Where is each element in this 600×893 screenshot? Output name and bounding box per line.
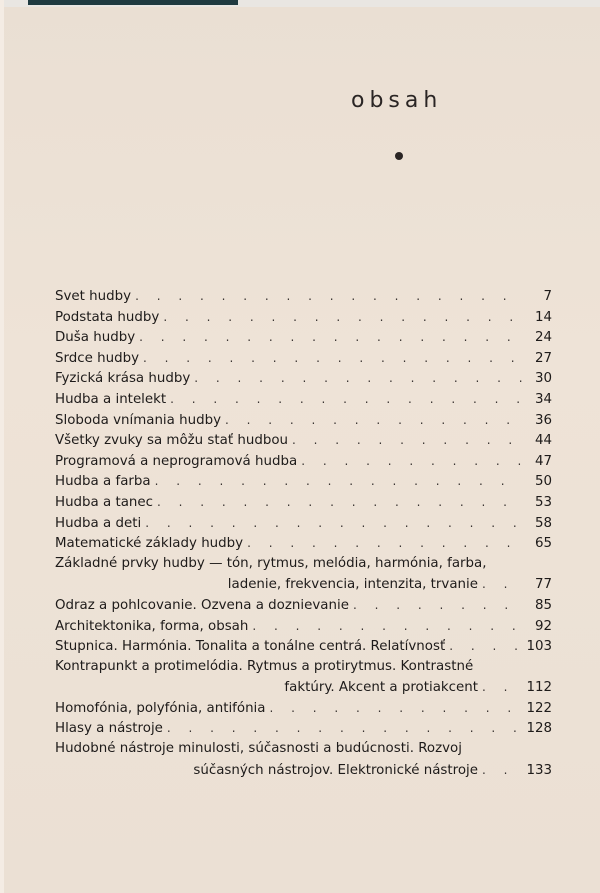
toc-page-number: 24 [534,330,552,346]
dot-leader [449,636,522,657]
toc-entry [55,389,552,410]
toc-page-number: 44 [534,433,552,449]
toc-page-number: 103 [526,639,552,655]
table-of-contents [55,286,552,780]
toc-entry [55,471,552,492]
toc-page-number: 128 [526,721,552,737]
toc-entry-continuation-line [55,677,552,698]
toc-entry-line [55,513,552,534]
toc-entry-title: Fyzická krása hudby [55,371,191,387]
toc-page-number: 85 [534,597,552,613]
toc-entry-title: Hudba a tanec [55,494,154,510]
toc-entry-continuation-line [55,760,552,781]
toc-entry-line [55,698,552,719]
toc-entry-title: Všetky zvuky sa môžu stať hudbou [55,433,289,449]
toc-entry [55,657,552,698]
dot-leader [139,327,522,348]
dot-leader [167,718,522,739]
toc-entry [55,348,552,369]
toc-page-number: 50 [534,474,552,490]
dot-leader [482,677,522,698]
toc-entry [55,513,552,534]
toc-entry-title: Srdce hudby [55,350,140,366]
toc-entry [55,307,552,328]
dot-leader [170,389,522,410]
toc-entry-line [55,327,552,348]
toc-entry [55,286,552,307]
toc-entry-title: Programová a neprogramová hudba [55,453,298,469]
toc-entry-title: Hudba a farba [55,474,151,490]
toc-page-number: 7 [543,289,552,304]
dot-leader [225,410,522,431]
dot-leader [155,471,522,492]
toc-entry-title: ladenie, frekvencia, intenzita, trvanie [227,577,478,593]
dot-leader [269,698,522,719]
toc-entry-title: Architektonika, forma, obsah [55,618,249,634]
toc-entry-line [55,348,552,369]
toc-entry-line [55,430,552,451]
dot-leader [482,760,522,781]
dot-leader [163,307,522,328]
dot-leader [252,616,522,637]
toc-page-number: 30 [534,371,552,387]
toc-entry-title: Duša hudby [55,330,136,346]
toc-entry-line [55,410,552,431]
toc-entry-title: Hudobné nástroje minulosti, súčasnosti a budúcnosti. Rozvoj [55,741,462,757]
toc-page-number: 34 [534,391,552,407]
toc-entry-title: Svet hudby [55,289,132,304]
toc-entry [55,595,552,616]
toc-page-number: 92 [534,618,552,634]
toc-entry-line [55,286,552,307]
toc-entry-line [55,307,552,328]
toc-page-number: 77 [534,577,552,593]
toc-entry-line [55,616,552,637]
toc-entry-title: Matematické základy hudby [55,536,244,552]
dot-leader [482,574,522,595]
toc-entry-title: Hlasy a nástroje [55,721,163,737]
toc-entry [55,616,552,637]
toc-entry [55,327,552,348]
toc-entry-line [55,533,552,554]
toc-entry-title: Stupnica. Harmónia. Tonalita a tonálne centrá. Relatívnosť [55,639,446,655]
toc-entry-line [55,636,552,657]
toc-page-number: 53 [534,494,552,510]
toc-entry-title: Homofónia, polyfónia, antifónia [55,700,266,716]
toc-entry-title: Hudba a deti [55,515,142,531]
toc-entry [55,718,552,739]
toc-entry-line [55,389,552,410]
toc-page-number: 27 [534,350,552,366]
toc-entry [55,368,552,389]
toc-page-number: 58 [534,515,552,531]
toc-page-number: 47 [534,453,552,469]
toc-entry [55,698,552,719]
toc-entry-line [55,471,552,492]
dot-leader [157,492,522,513]
toc-entry-line [55,451,552,472]
toc-entry-title: súčasných nástrojov. Elektronické nástroje [193,762,478,778]
dot-leader [145,513,522,534]
toc-entry-title: faktúry. Akcent a protiakcent [284,680,478,696]
toc-entry-line [55,492,552,513]
toc-entry-title: Základné prvky hudby — tón, rytmus, melódia, harmónia, farba, [55,555,487,571]
toc-entry [55,451,552,472]
toc-page-number: 133 [526,762,552,778]
cover-edge-strip [28,0,238,5]
toc-entry [55,554,552,595]
toc-entry-line [55,718,552,739]
toc-entry [55,636,552,657]
toc-entry-line [55,739,552,760]
toc-entry-title: Odraz a pohlcovanie. Ozvena a doznievanie [55,597,349,613]
toc-entry-title: Podstata hudby [55,309,160,325]
toc-entry-line [55,368,552,389]
page-title: obsah [351,88,443,113]
toc-entry [55,410,552,431]
dot-leader [135,286,522,307]
dot-leader [353,595,522,616]
dot-leader [247,533,522,554]
toc-page-number: 122 [526,700,552,716]
dot-leader [301,451,522,472]
toc-entry [55,533,552,554]
toc-page-number: 36 [534,412,552,428]
toc-entry-title: Kontrapunkt a protimelódia. Rytmus a protirytmus. Kontrastné [55,658,474,674]
toc-entry [55,739,552,780]
dot-leader [292,430,522,451]
ornament-dot-icon [395,152,403,160]
toc-entry-line [55,554,552,575]
dot-leader [143,348,522,369]
toc-entry [55,492,552,513]
toc-entry-title: Hudba a intelekt [55,391,167,407]
toc-entry-line [55,657,552,678]
toc-entry-title: Sloboda vnímania hudby [55,412,222,428]
toc-page-number: 65 [534,536,552,552]
dot-leader [194,368,522,389]
toc-entry-line [55,595,552,616]
toc-page-number: 112 [526,680,552,696]
toc-page-number: 14 [534,309,552,325]
toc-entry [55,430,552,451]
page-left-edge [0,0,4,893]
toc-entry-continuation-line [55,574,552,595]
